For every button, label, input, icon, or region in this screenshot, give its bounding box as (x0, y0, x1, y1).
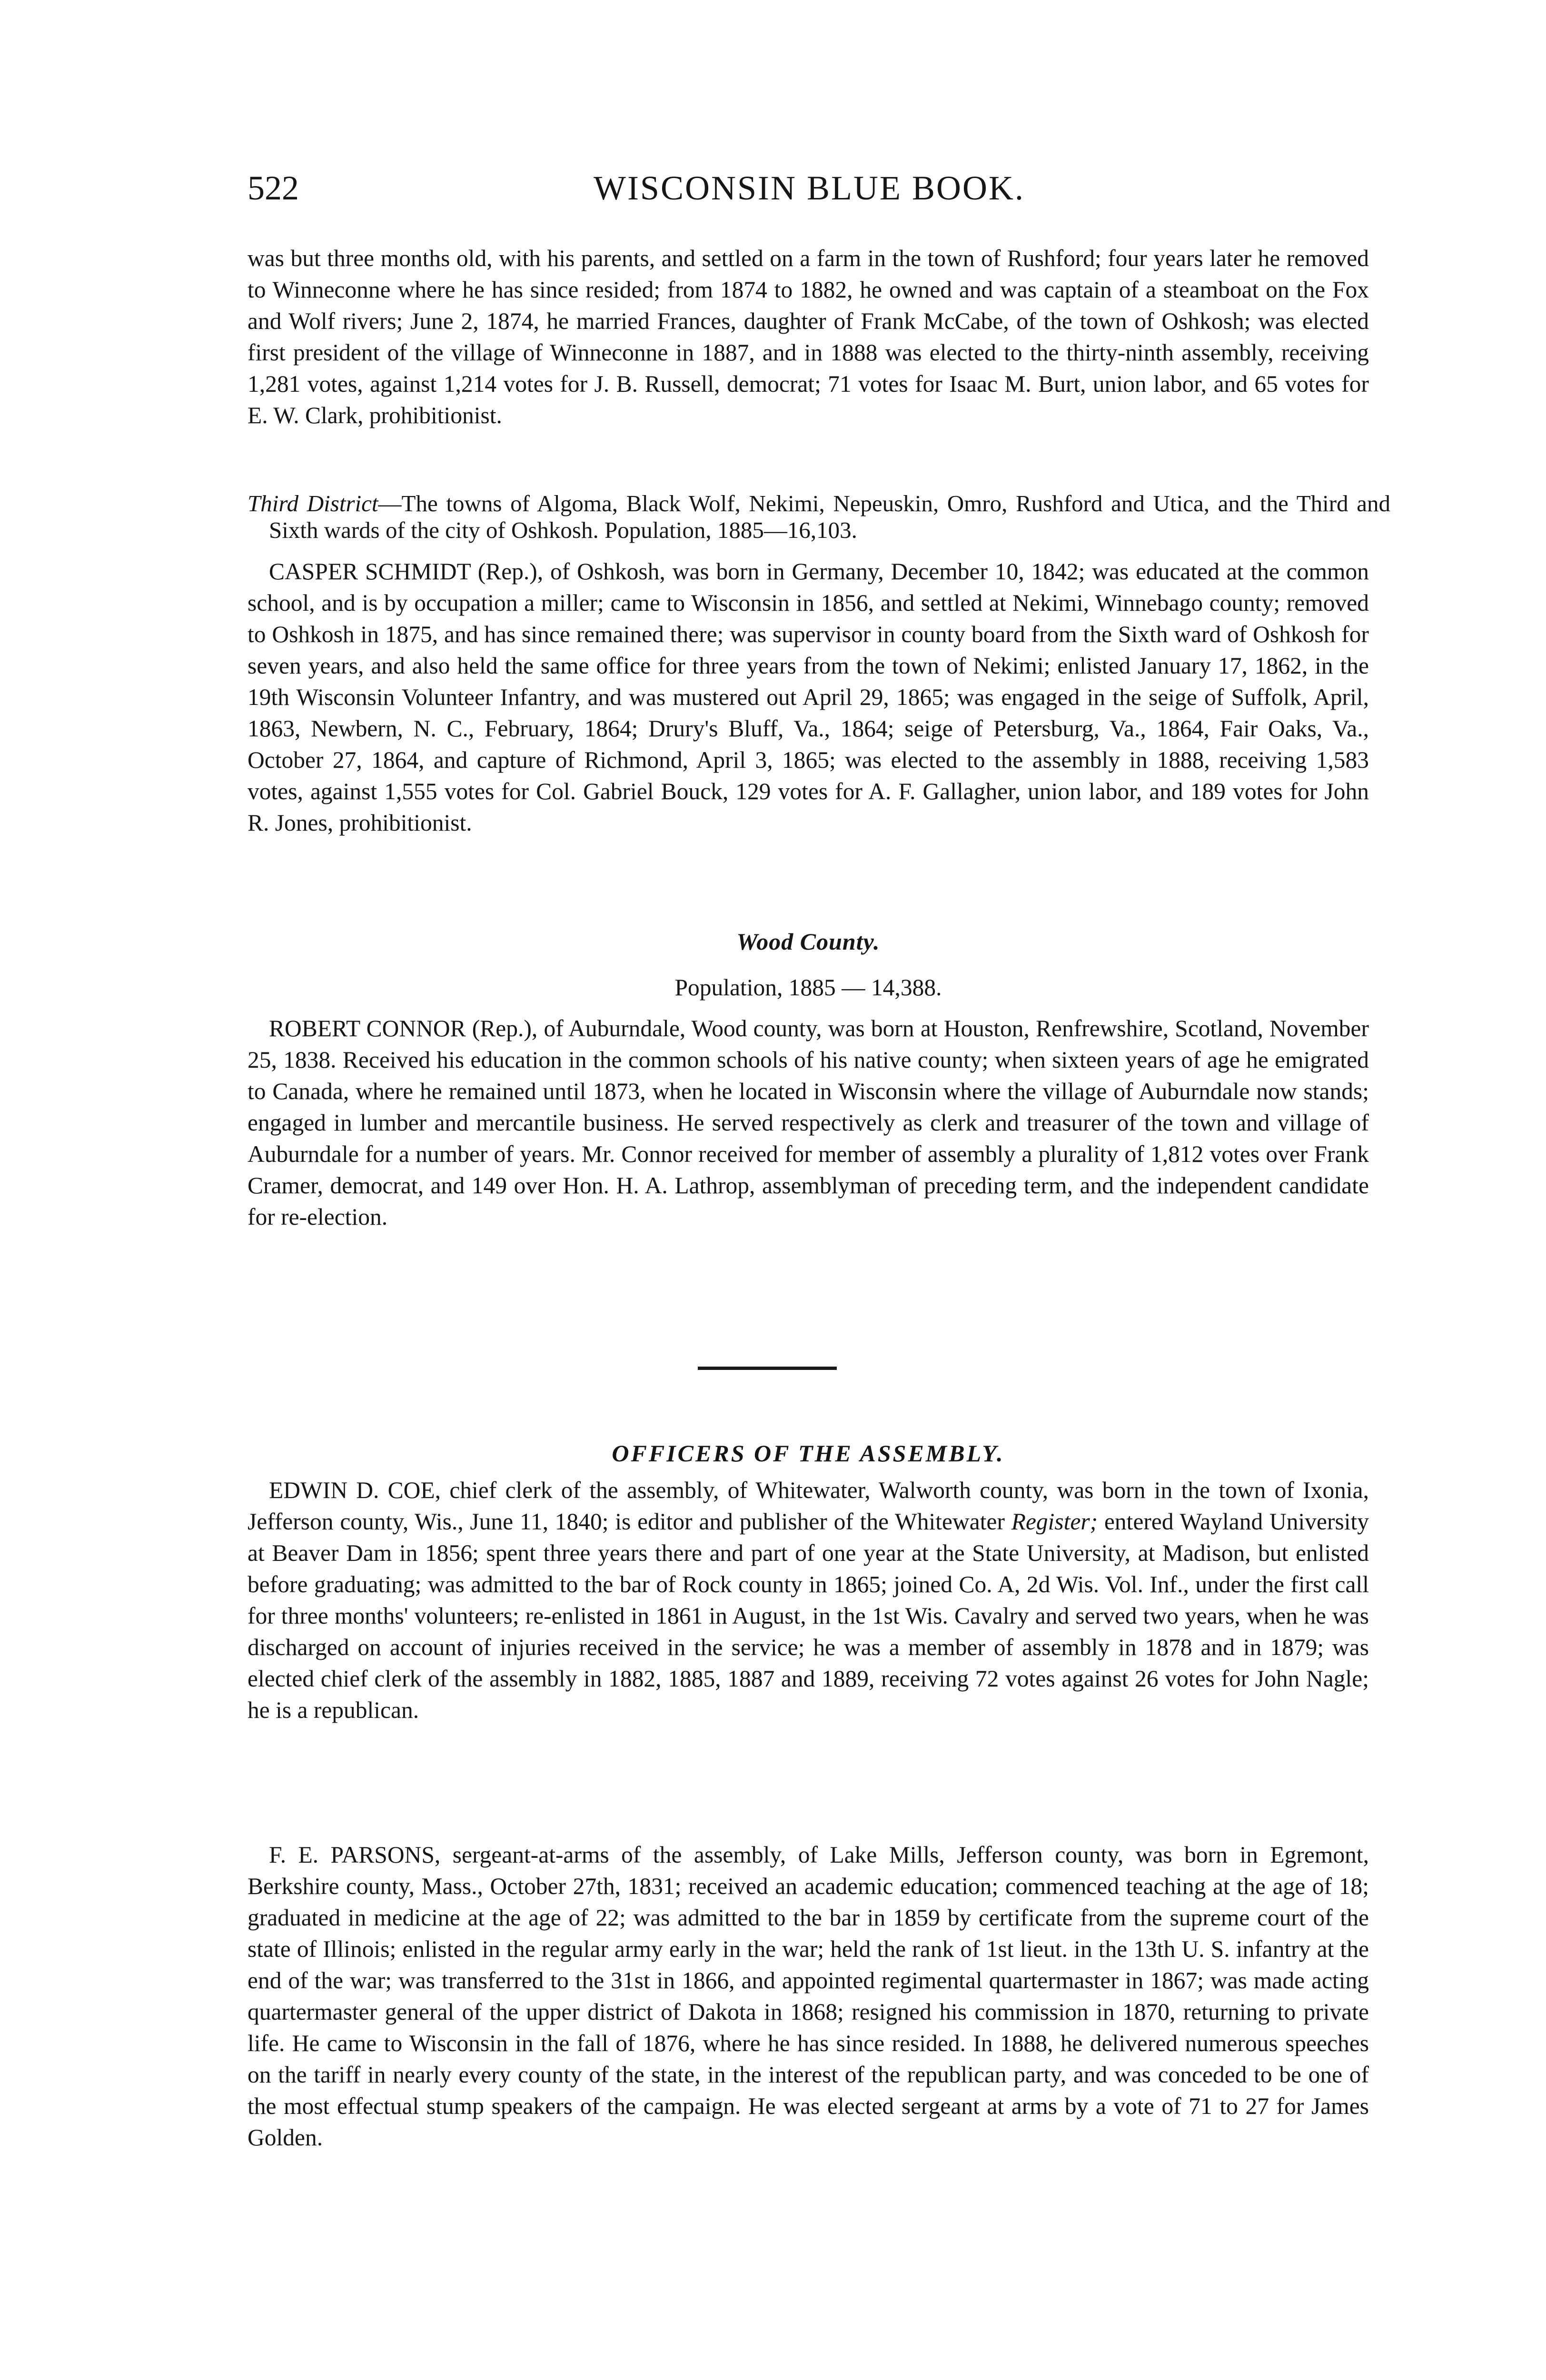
third-district-label: Third District (248, 490, 378, 516)
continued-biography-text: was but three months old, with his parents, and settled on a farm in the town of Rushford; four years later he removed to Winneconne where he has since resided; from 1874 to 1882, he owned and was captain of a steamboat on the Fox and Wolf rivers; June 2, 1874, he married Frances, daughter of Frank McCabe, of the town of Oshkosh; was elected first president of the village of Winneconne in 1887, and in 1888 was elected to the thirty-ninth assembly, receiving 1,281 votes, against 1,214 votes for J. B. Russell, democrat; 71 votes for Isaac M. Burt, union labor, and 65 votes for E. W. Clark, prohibitionist. (248, 245, 1369, 428)
edwin-coe-text-start: EDWIN D. COE, chief clerk of the assembly, of Whitewater, Walworth county, was born in the town of Ixonia, Jefferson county, Wis., June 11, 1840; is editor and publisher of the Whitewater (248, 1477, 1369, 1535)
register-newspaper-title: Register; (1011, 1508, 1098, 1535)
edwin-coe-biography (248, 1475, 1369, 1726)
casper-schmidt-biography (248, 556, 1369, 839)
third-district-text: —The towns of Algoma, Black Wolf, Nekimi, Nepeuskin, Omro, Rushford and Utica, and the Third and Sixth wards of the city of Oshkosh. Population, 1885—16,103. (269, 490, 1390, 543)
casper-schmidt-text: CASPER SCHMIDT (Rep.), of Oshkosh, was born in Germany, December 10, 1842; was educated at the common school, and is by occupation a miller; came to Wisconsin in 1856, and settled at Nekimi, Winnebago county; removed to Oshkosh in 1875, and has since remained there; was supervisor in county board from the Sixth ward of Oshkosh for seven years, and also held the same office for three years from the town of Nekimi; enlisted January 17, 1862, in the 19th Wisconsin Volunteer Infantry, and was mustered out April 29, 1865; was engaged in the seige of Suffolk, April, 1863, Newbern, N. C., February, 1864; Drury's Bluff, Va., 1864; seige of Petersburg, Va., 1864, Fair Oaks, Va., October 27, 1864, and capture of Richmond, April 3, 1865; was elected to the assembly in 1888, receiving 1,583 votes, against 1,555 votes for Col. Gabriel Bouck, 129 votes for A. F. Gallagher, union labor, and 189 votes for John R. Jones, prohibitionist. (248, 558, 1369, 836)
page-header (248, 164, 1371, 212)
robert-connor-text: ROBERT CONNOR (Rep.), of Auburndale, Wood county, was born at Houston, Renfrewshire, Scotland, November 25, 1838. Received his education in the common schools of his native county; when sixteen years of age he emigrated to Canada, where he remained until 1873, when he located in Wisconsin where the village of Auburndale now stands; engaged in lumber and mercantile business. He served respectively as clerk and treasurer of the town and village of Auburndale for a number of years. Mr. Connor received for member of assembly a plurality of 1,812 votes over Frank Cramer, democrat, and 149 over Hon. H. A. Lathrop, assemblyman of preceding term, and the independent candidate for re-election. (248, 1015, 1369, 1230)
robert-connor-biography (248, 1013, 1369, 1233)
fe-parsons-biography (248, 1839, 1369, 2153)
running-title: WISCONSIN BLUE BOOK. (594, 169, 1025, 207)
third-district-description (248, 490, 1390, 544)
wood-county-heading: Wood County. (736, 928, 880, 955)
edwin-coe-text-end: entered Wayland University at Beaver Dam in 1856; spent three years there and part of one year at the State University, at Madison, but enlisted before graduating; was admitted to the bar of Rock county in 1865; joined Co. A, 2d Wis. Vol. Inf., under the first call for three months' volunteers; re-enlisted in 1861 in August, in the 1st Wis. Cavalry and served two years, when he was discharged on account of injuries received in the service; he was a member of assembly in 1878 and in 1879; was elected chief clerk of the assembly in 1882, 1885, 1887 and 1889, receiving 72 votes against 26 votes for John Nagle; he is a republican. (248, 1508, 1369, 1723)
wood-county-population: Population, 1885 — 14,388. (674, 974, 942, 1001)
section-divider (698, 1367, 837, 1370)
page-number: 522 (248, 169, 299, 207)
fe-parsons-text: F. E. PARSONS, sergeant-at-arms of the assembly, of Lake Mills, Jefferson county, was born in Egremont, Berkshire county, Mass., October 27th, 1831; received an academic education; commenced teaching at the age of 18; graduated in medicine at the age of 22; was admitted to the bar in 1859 by certificate from the supreme court of the state of Illinois; enlisted in the regular army early in the war; held the rank of 1st lieut. in the 13th U. S. infantry at the end of the war; was transferred to the 31st in 1866, and appointed regimental quartermaster in 1867; was made acting quartermaster general of the upper district of Dakota in 1868; resigned his commission in 1870, returning to private life. He came to Wisconsin in the fall of 1876, where he has since resided. In 1888, he delivered numerous speeches on the tariff in nearly every county of the state, in the interest of the republican party, and was conceded to be one of the most effectual stump speakers of the campaign. He was elected sergeant at arms by a vote of 71 to 27 for James Golden. (248, 1842, 1369, 2151)
edwin-coe-text (248, 1475, 1369, 1726)
officers-heading: OFFICERS OF THE ASSEMBLY. (612, 1440, 1005, 1467)
continued-biography (248, 243, 1369, 431)
